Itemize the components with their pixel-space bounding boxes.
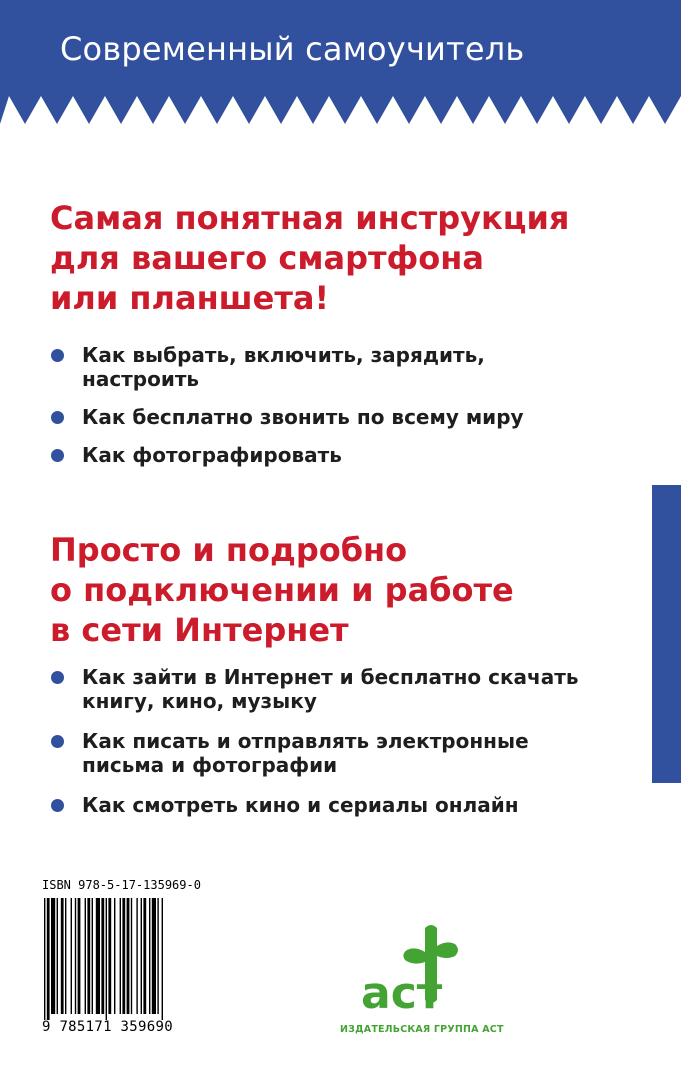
isbn-barcode [40,878,228,1038]
list-item [50,729,579,777]
publisher-logo [355,922,465,1018]
barcode-bar [44,898,45,1020]
barcode-bar [85,898,86,1014]
headline-line: Самая понятная инструкция [50,199,570,237]
barcode-bar [149,898,150,1014]
barcode-bar [47,898,50,1020]
barcode-bar [78,898,81,1014]
list-item-text-line: Как фотографировать [82,443,342,467]
headline-smartphone-guide [50,198,569,318]
barcode-bar [108,898,111,1014]
feature-list-smartphone [50,343,524,467]
barcode-bar [143,898,146,1014]
barcode-digits: 9 785171 359690 [42,1019,173,1035]
barcode-bar [136,898,137,1014]
bullet-dot-icon [51,411,64,424]
barcode-bars-graphic [40,898,228,1020]
barcode-bar [65,898,66,1014]
list-item-text-line: Как писать и отправлять электронные [82,729,529,753]
list-item-text-line: Как смотреть кино и сериалы онлайн [82,793,519,817]
bullet-dot-icon [51,799,64,812]
barcode-bar [101,898,104,1014]
list-item [50,405,524,429]
publisher-caption: ИЗДАТЕЛЬСКАЯ ГРУППА АСТ [340,1024,504,1035]
isbn-label: ISBN 978-5-17-135969-0 [42,878,201,892]
headline-internet-guide [50,530,514,650]
barcode-bar [75,898,76,1014]
list-item-text-line: Как выбрать, включить, зарядить, [82,343,485,367]
bullet-dot-icon [51,671,64,684]
barcode-bar [96,898,100,1014]
barcode-bar [122,898,125,1014]
headline-line: или планшета! [50,279,330,317]
feature-list-internet [50,665,579,817]
barcode-bar [57,898,58,1014]
list-item-text-line: настроить [82,367,200,391]
list-item [50,665,579,713]
list-item [50,443,524,467]
barcode-bar [92,898,93,1014]
barcode-bar [61,898,64,1014]
barcode-bar [131,898,132,1014]
barcode-bar [87,898,90,1014]
list-item [50,793,579,817]
barcode-bar [106,898,107,1020]
bullet-dot-icon [51,449,64,462]
barcode-bar [157,898,158,1014]
list-item-text-line: письма и фотографии [82,753,338,777]
list-item [50,343,524,391]
side-color-tab [652,485,681,783]
bullet-dot-icon [51,349,64,362]
publisher-logo-text: аст [361,968,443,1018]
list-item-text-line: Как зайти в Интернет и бесплатно скачать [82,665,579,689]
barcode-bar [162,898,163,1020]
barcode-bar [71,898,72,1014]
list-item-text-line: Как бесплатно звонить по всему миру [82,405,524,429]
series-title: Современный самоучитель [60,30,525,68]
barcode-bar [114,898,115,1014]
barcode-bar [127,898,130,1014]
barcode-bar [120,898,121,1014]
headline-line: о подключении и работе [50,571,514,609]
headline-line: для вашего смартфона [50,239,484,277]
barcode-bar [141,898,142,1014]
headline-line: в сети Интернет [50,611,349,649]
headline-line: Просто и подробно [50,531,408,569]
barcode-bar [152,898,156,1014]
bullet-dot-icon [51,735,64,748]
barcode-bar [51,898,55,1014]
list-item-text-line: книгу, кино, музыку [82,689,317,713]
